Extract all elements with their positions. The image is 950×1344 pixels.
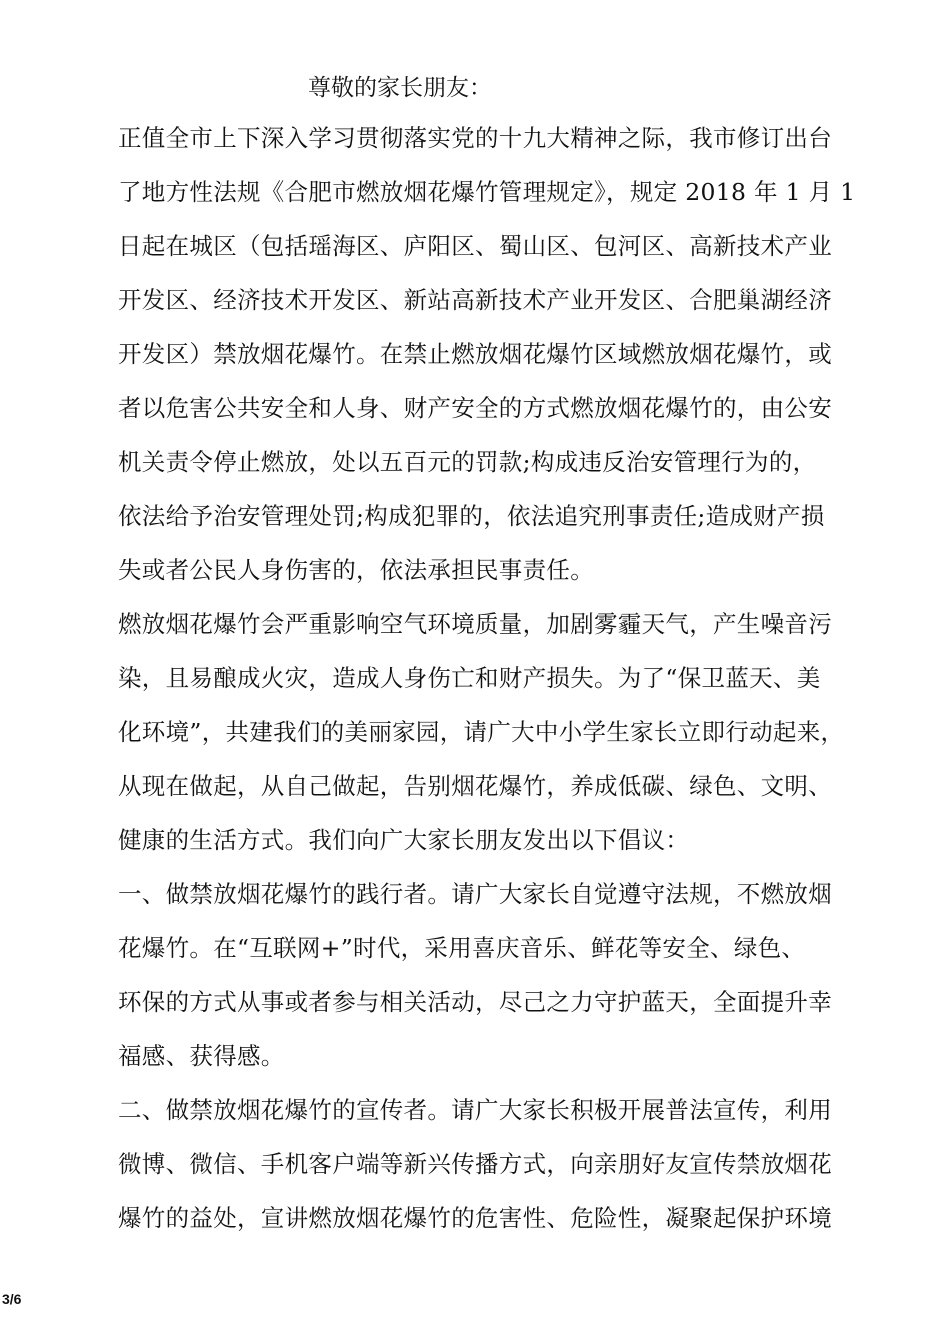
text-line: 依法给予治安管理处罚;构成犯罪的，依法追究刑事责任;造成财产损 — [118, 502, 825, 530]
text-line: 一、做禁放烟花爆竹的践行者。请广大家长自觉遵守法规，不燃放烟 — [118, 880, 832, 908]
text-line: 从现在做起，从自己做起，告别烟花爆竹，养成低碳、绿色、文明、 — [118, 772, 832, 800]
text-line: 日起在城区（包括瑶海区、庐阳区、蜀山区、包河区、高新技术产业 — [118, 232, 832, 260]
text-line: 花爆竹。在“互联网+”时代，采用喜庆音乐、鲜花等安全、绿色、 — [118, 934, 806, 962]
text-line: 染，且易酿成火灾，造成人身伤亡和财产损失。为了“保卫蓝天、美 — [118, 664, 821, 692]
text-line: 爆竹的益处，宣讲燃放烟花爆竹的危害性、危险性，凝聚起保护环境 — [118, 1204, 832, 1232]
text-line: 化环境”，共建我们的美丽家园，请广大中小学生家长立即行动起来， — [118, 718, 845, 746]
text-line: 开发区、经济技术开发区、新站高新技术产业开发区、合肥巢湖经济 — [118, 286, 832, 314]
text-line: 健康的生活方式。我们向广大家长朋友发出以下倡议： — [118, 826, 690, 854]
text-line: 开发区）禁放烟花爆竹。在禁止燃放烟花爆竹区域燃放烟花爆竹，或 — [118, 340, 832, 368]
text-line: 燃放烟花爆竹会严重影响空气环境质量，加剧雾霾天气，产生噪音污 — [118, 610, 832, 638]
text-line: 正值全市上下深入学习贯彻落实党的十九大精神之际，我市修订出台 — [118, 124, 832, 152]
text-line: 了地方性法规《合肥市燃放烟花爆竹管理规定》，规定 2018 年 1 月 1 — [118, 178, 856, 206]
text-line: 失或者公民人身伤害的，依法承担民事责任。 — [118, 556, 594, 584]
page-number: 3/6 — [2, 1291, 22, 1307]
text-line: 福感、获得感。 — [118, 1042, 285, 1070]
text-line: 者以危害公共安全和人身、财产安全的方式燃放烟花爆竹的，由公安 — [118, 394, 832, 422]
body-text — [118, 114, 856, 1248]
text-line: 二、做禁放烟花爆竹的宣传者。请广大家长积极开展普法宣传，利用 — [118, 1096, 832, 1124]
text-line: 机关责令停止燃放，处以五百元的罚款;构成违反治安管理行为的， — [118, 448, 817, 476]
salutation: 尊敬的家长朋友： — [308, 75, 492, 101]
text-line: 环保的方式从事或者参与相关活动，尽己之力守护蓝天，全面提升幸 — [118, 988, 832, 1016]
text-line: 微博、微信、手机客户端等新兴传播方式，向亲朋好友宣传禁放烟花 — [118, 1150, 832, 1178]
